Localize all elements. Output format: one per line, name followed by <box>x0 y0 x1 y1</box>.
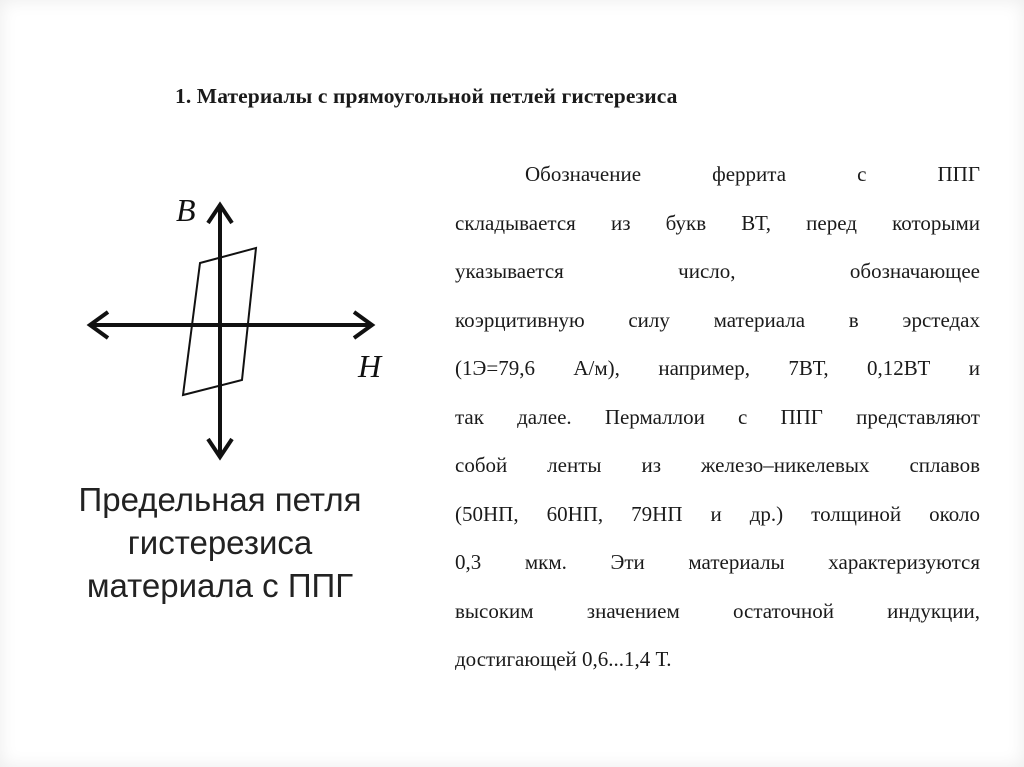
body-paragraph <box>455 150 980 684</box>
body-line: Обозначение феррита с ППГ <box>525 162 980 186</box>
caption-line: гистерезиса <box>127 524 313 561</box>
body-line: высоким значением остаточной индукции, <box>455 598 980 623</box>
body-line: так далее. Пермаллои с ППГ представляют <box>455 404 980 429</box>
body-line: складывается из букв ВТ, перед которыми <box>455 210 980 235</box>
axis-h-label: H <box>358 348 382 384</box>
caption-line: Предельная петля <box>78 481 362 518</box>
hysteresis-diagram <box>70 185 410 475</box>
axis-b-label: B <box>176 192 196 228</box>
body-line: 0,3 мкм. Эти материалы характеризуются <box>455 550 980 574</box>
caption-line: материала с ППГ <box>86 567 354 604</box>
body-line: (50НП, 60НП, 79НП и др.) толщиной около <box>455 501 980 526</box>
body-line: достигающей 0,6...1,4 Т. <box>455 647 672 671</box>
slide-heading: 1. Материалы с прямоугольной петлей гистерезиса <box>175 84 678 108</box>
body-line: коэрцитивную силу материала в эрстедах <box>455 307 980 332</box>
body-line: указывается число, обозначающее <box>455 259 980 283</box>
diagram-caption <box>55 478 385 607</box>
body-line: (1Э=79,6 А/м), например, 7ВТ, 0,12ВТ и <box>455 356 980 380</box>
body-line: собой ленты из железо–никелевых сплавов <box>455 453 980 477</box>
